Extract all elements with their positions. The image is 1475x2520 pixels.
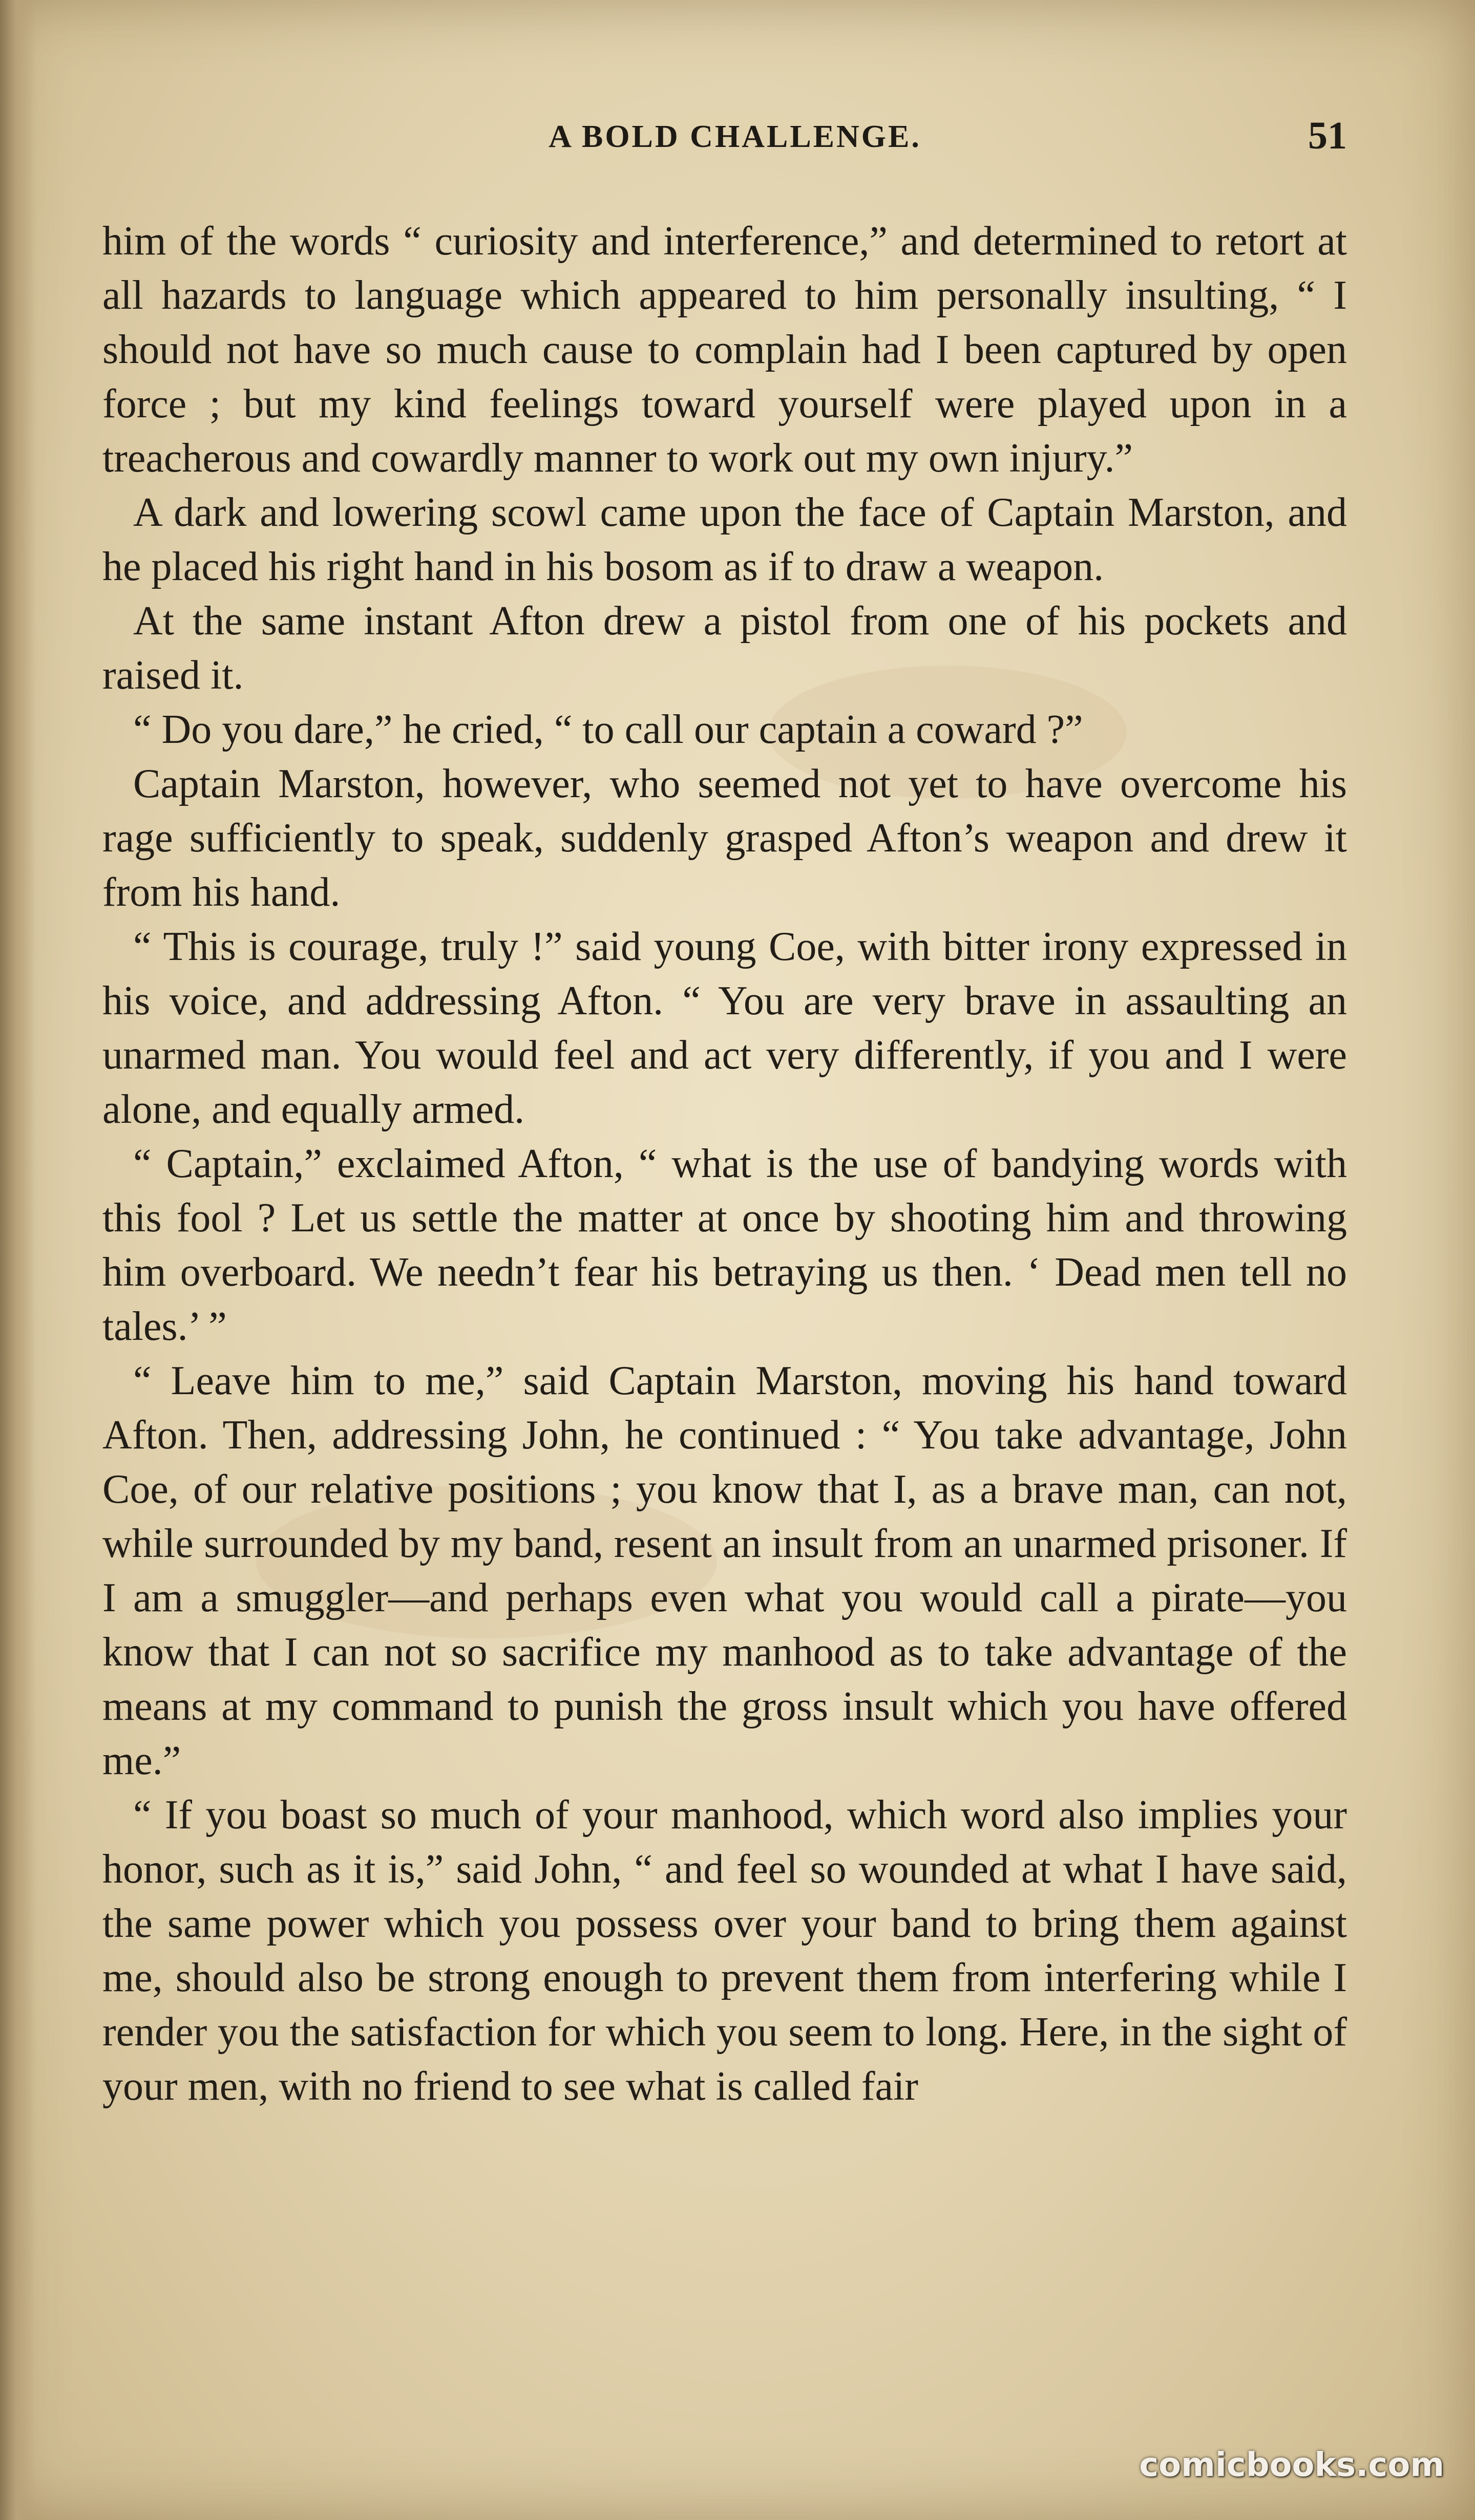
paragraph: “ Captain,” exclaimed Afton, “ what is the use of bandying words with this fool ? Let us settle the matter at once by shooting him and throwing him overboard. We needn’t fear his betraying us then. ‘ Dead men tell no tales.’ ” (102, 1141, 1347, 1349)
paragraph: A dark and lowering scowl came upon the face of Captain Marston, and he placed his right hand in his bosom as if to draw a weapon. (102, 490, 1347, 589)
page-header (123, 114, 1347, 165)
running-title: A BOLD CHALLENGE. (549, 119, 921, 154)
paragraph: him of the words “ curiosity and interference,” and determined to retort at all hazards to language which appeared to him personally insulting, “ I should not have so much cause to complain had I been captured by open force ; but my kind feelings toward yourself were played upon in a treacherous and cowardly manner to work out my own injury.” (102, 219, 1347, 481)
paragraph: “ Do you dare,” he cried, “ to call our captain a coward ?” (133, 707, 1083, 752)
site-watermark: comicbooks.com (1139, 2446, 1444, 2484)
paragraph: At the same instant Afton drew a pistol from one of his pockets and raised it. (102, 599, 1347, 698)
paragraph: “ Leave him to me,” said Captain Marston, moving his hand toward Afton. Then, addressing John, he continued : “ You take advantage, John Coe, of our relative positions ; you know that I, as a brave man, can not, while surrounded by my band, resent an insult from an unarmed prisoner. If I am a smuggler—and perhaps even what you would call a pirate—you know that I can not so sacrifice my manhood as to take advantage of the means at my command to punish the gross insult which you have offered me.” (102, 1358, 1347, 1783)
paragraph: Captain Marston, however, who seemed not yet to have overcome his rage sufficiently to speak, suddenly grasped Afton’s weapon and drew it from his hand. (102, 761, 1347, 915)
paragraph: “ If you boast so much of your manhood, which word also implies your honor, such as it is,” said John, “ and feel so wounded at what I have said, the same power which you possess over your band to bring them against me, should also be strong enough to prevent them from interfering while I render you the satisfaction for which you seem to long. Here, in the sight of your men, with no friend to see what is called fair (102, 1792, 1347, 2109)
paragraph: “ This is courage, truly !” said young Coe, with bitter irony expressed in his voice, and addressing Afton. “ You are very brave in assaulting an unarmed man. You would feel and act very differently, if you and I were alone, and equally armed. (102, 924, 1347, 1132)
page-gutter-shadow (0, 0, 36, 2520)
page-number: 51 (1308, 114, 1347, 157)
page-body-text (102, 214, 1347, 2113)
